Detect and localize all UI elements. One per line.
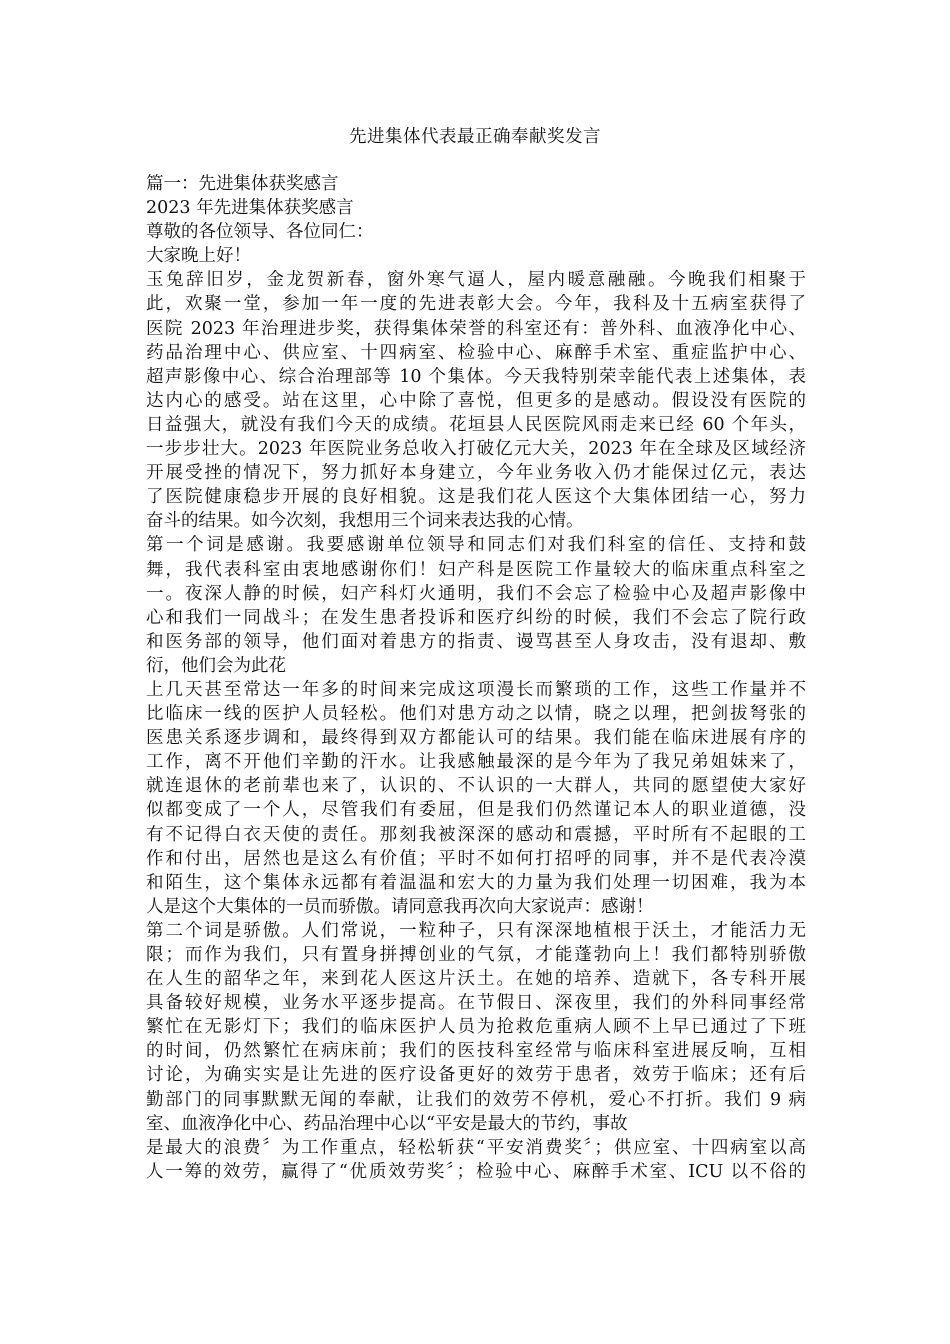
paragraph-line: 和陌生，这个集体永远都有着温温和宏大的力量为我们处理一切困难，我为本 xyxy=(146,872,806,893)
paragraph-line: 医院 2023 年治理进步奖，获得集体荣誉的科室还有：普外科、血液净化中心、 xyxy=(146,318,806,339)
paragraph-line: 篇一：先进集体获奖感言 xyxy=(146,174,339,194)
paragraph-line: 是最大的浪费〞为工作重点，轻松斩获“平安消费奖〞；供应室、十四病室以高 xyxy=(146,1137,806,1158)
paragraph-line: 有不记得白衣天使的责任。那刻我被深深的感动和震撼，平时所有不起眼的工 xyxy=(146,824,806,845)
paragraph-line: 达内心的感受。站在这里，心中除了喜悦，但更多的是感动。假设没有医院的 xyxy=(146,390,806,411)
paragraph-line: 日益强大，就没有我们今天的成绩。花垣县人民医院风雨走来已经 60 个年头， xyxy=(146,414,806,435)
paragraph-line: 似都变成了一个人，尽管我们有委屈，但是我们仍然谨记本人的职业道德，没 xyxy=(146,800,806,821)
paragraph-line: 和医务部的领导，他们面对着患方的指责、谩骂甚至人身攻击，没有退却、敷 xyxy=(146,631,806,652)
paragraph-line: 大家晚上好！ xyxy=(146,246,251,267)
paragraph-line: 室、血液净化中心、药品治理中心以“平安是最大的节约，事故 xyxy=(146,1113,628,1134)
paragraph-line: 奋斗的结果。如今次刻，我想用三个词来表达我的心情。 xyxy=(146,511,584,532)
paragraph-line: 具备较好规模，业务水平逐步提高。在节假日、深夜里，我们的外科同事经常 xyxy=(146,993,806,1014)
paragraph-line: 讨论，为确实实是让先进的医疗设备更好的效劳于患者，效劳于临床；还有后 xyxy=(146,1065,806,1086)
paragraph-line: 第二个词是骄傲。人们常说，一粒种子，只有深深地植根于沃土，才能活力无 xyxy=(146,920,806,941)
paragraph-line: 了医院健康稳步开展的良好相貌。这是我们花人医这个大集体团结一心，努力 xyxy=(146,487,806,508)
paragraph-line: 繁忙在无影灯下；我们的临床医护人员为抢救危重病人顾不上早已通过了下班 xyxy=(146,1017,806,1038)
paragraph-line: 药品治理中心、供应室、十四病室、检验中心、麻醉手术室、重症监护中心、 xyxy=(146,342,806,363)
paragraph-line: 第一个词是感谢。我要感谢单位领导和同志们对我们科室的信任、支持和鼓 xyxy=(146,535,806,556)
paragraph-line: 人是这个大集体的一员而骄傲。请同意我再次向大家说声：感谢！ xyxy=(146,896,654,917)
paragraph-line: 衍，他们会为此花 xyxy=(146,655,286,676)
paragraph-line: 医患关系逐步调和，最终得到双方都能认可的结果。我们能在临床进展有序的 xyxy=(146,728,806,749)
paragraph-line: 尊敬的各位领导、各位同仁： xyxy=(146,222,374,243)
paragraph-line: 此，欢聚一堂，参加一年一度的先进表彰大会。今年，我科及十五病室获得了 xyxy=(146,294,806,315)
paragraph-line: 比临床一线的医护人员轻松。他们对患方动之以情，晓之以理，把剑拔弩张的 xyxy=(146,704,806,725)
document-body xyxy=(146,172,806,1184)
paragraph-line: 上几天甚至常达一年多的时间来完成这项漫长而繁琐的工作，这些工作量并不 xyxy=(146,679,806,700)
paragraph-line: 舞，我代表科室由衷地感谢你们！妇产科是医院工作量较大的临床重点科室之 xyxy=(146,559,806,580)
paragraph-line: 就连退休的老前辈也来了，认识的、不认识的一大群人，共同的愿望使大家好 xyxy=(146,776,806,797)
paragraph-line: 工作，离不开他们辛勤的汗水。让我感触最深的是今年为了我兄弟姐妹来了， xyxy=(146,752,806,773)
document-title: 先进集体代表最正确奉献奖发言 xyxy=(349,127,601,147)
paragraph-line: 的时间，仍然繁忙在病床前；我们的医技科室经常与临床科室进展反响，互相 xyxy=(146,1041,806,1062)
paragraph-line: 开展受挫的情况下，努力抓好本身建立，今年业务收入仍才能保过亿元，表达 xyxy=(146,463,806,484)
paragraph-line: 在人生的韶华之年，来到花人医这片沃土。在她的培养、造就下，各专科开展 xyxy=(146,969,806,990)
paragraph-line: 超声影像中心、综合治理部等 10 个集体。今天我特别荣幸能代表上述集体，表 xyxy=(146,366,806,387)
paragraph-line: 玉兔辞旧岁，金龙贺新春，窗外寒气逼人，屋内暖意融融。今晚我们相聚于 xyxy=(146,270,806,291)
paragraph-line: 限；而作为我们，只有置身拼搏创业的气氛，才能蓬勃向上！我们都特别骄傲 xyxy=(146,945,806,965)
paragraph-line: 作和付出，居然也是这么有价值；平时不如何打招呼的同事，并不是代表冷漠 xyxy=(146,848,806,869)
paragraph-line: 一步步壮大。2023 年医院业务总收入打破亿元大关，2023 年在全球及区域经济 xyxy=(146,439,806,460)
paragraph-line: 2023 年先进集体获奖感言 xyxy=(146,198,354,219)
paragraph-line: 勤部门的同事默默无闻的奉献，让我们的效劳不停机，爱心不打折。我们 9 病 xyxy=(146,1089,806,1110)
paragraph-line: 人一筹的效劳，赢得了“优质效劳奖〞；检验中心、麻醉手术室、ICU 以不俗的 xyxy=(146,1161,806,1182)
paragraph-line: 一。夜深人静的时候，妇产科灯火通明，我们不会忘了检验中心及超声影像中 xyxy=(146,583,806,604)
paragraph-line: 心和我们一同战斗；在发生患者投诉和医疗纠纷的时候，我们不会忘了院行政 xyxy=(146,607,806,628)
